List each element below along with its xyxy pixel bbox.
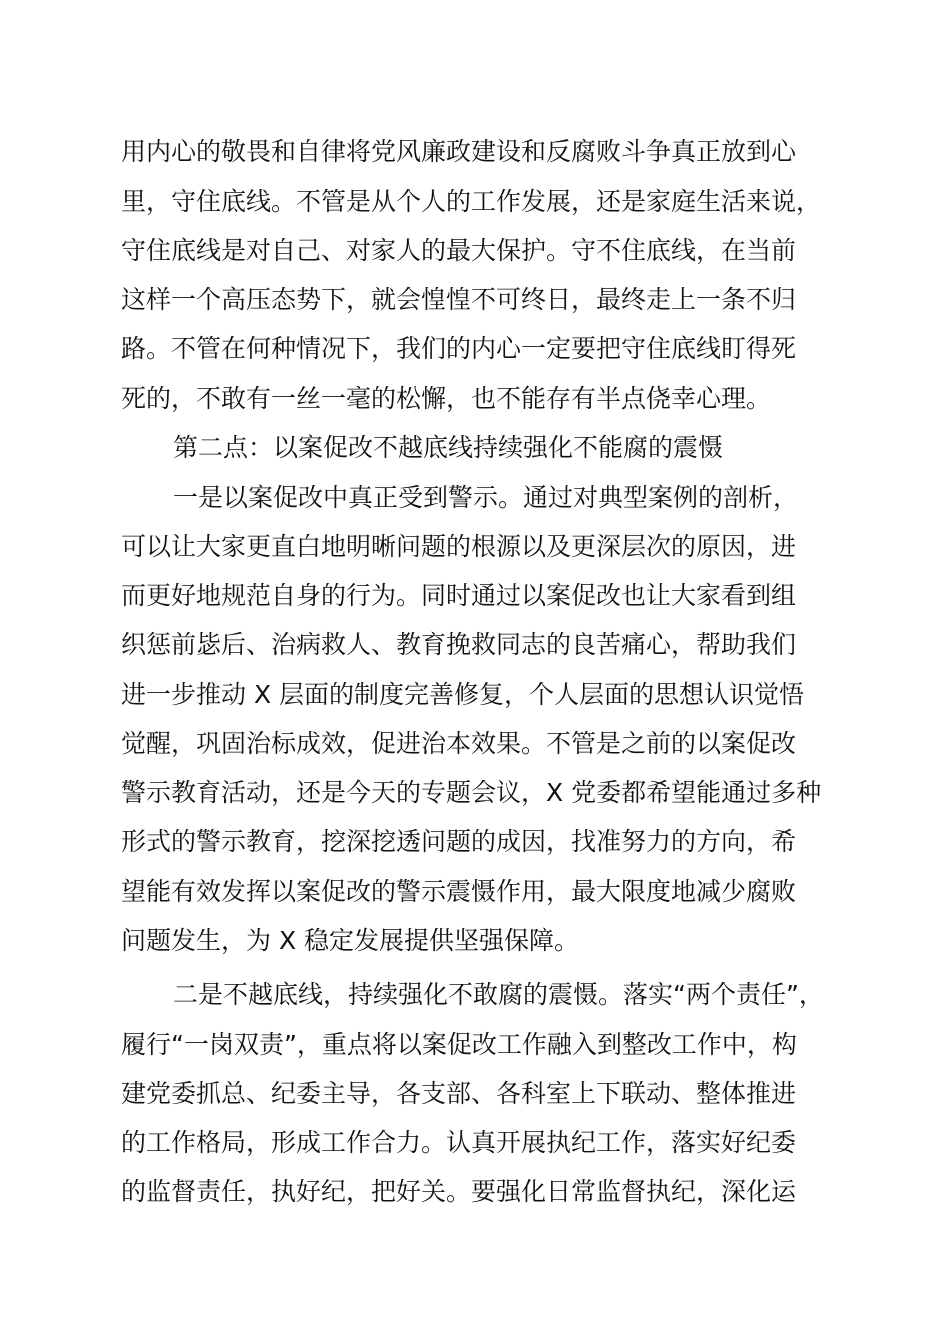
text-line: 用内心的敬畏和自律将党风廉政建设和反腐败斗争真正放到心 — [121, 137, 797, 166]
text-line: 形式的警示教育，挖深挖透问题的成因，找准努力的方向，希 — [121, 827, 797, 856]
text-line: 问题发生，为 X 稳定发展提供坚强保障。 — [121, 926, 580, 955]
text-line: 这样一个高压态势下，就会惶惶不可终日，最终走上一条不归 — [121, 285, 797, 314]
text-line: 路。不管在何种情况下，我们的内心一定要把守住底线盯得死 — [121, 334, 797, 363]
text-line: 的工作格局，形成工作合力。认真开展执纪工作，落实好纪委 — [121, 1128, 797, 1157]
text-line: 织惩前毖后、治病救人、教育挽救同志的良苦痛心，帮助我们 — [121, 630, 797, 659]
text-line: 建党委抓总、纪委主导，各支部、各科室上下联动、整体推进 — [121, 1079, 797, 1108]
text-line: 死的，不敢有一丝一毫的松懈，也不能存有半点侥幸心理。 — [121, 384, 772, 413]
text-line: 望能有效发挥以案促改的警示震慑作用，最大限度地减少腐败 — [121, 877, 797, 906]
text-line: 的监督责任，执好纪，把好关。要强化日常监督执纪，深化运 — [121, 1177, 797, 1206]
text-line: 可以让大家更直白地明晰问题的根源以及更深层次的原因，进 — [121, 532, 797, 561]
text-line: 二是不越底线，持续强化不敢腐的震慑。落实“两个责任”， — [173, 980, 824, 1009]
text-line: 而更好地规范自身的行为。同时通过以案促改也让大家看到组 — [121, 581, 797, 610]
text-line: 里，守住底线。不管是从个人的工作发展，还是家庭生活来说， — [121, 187, 822, 216]
text-line: 觉醒，巩固治标成效，促进治本效果。不管是之前的以案促改 — [121, 729, 797, 758]
section-heading: 第二点：以案促改不越底线持续强化不能腐的震慑 — [173, 433, 724, 462]
text-line: 一是以案促改中真正受到警示。通过对典型案例的剖析， — [173, 483, 799, 512]
text-line: 警示教育活动，还是今天的专题会议，X 党委都希望能通过多种 — [121, 778, 822, 807]
text-line: 履行“一岗双责”，重点将以案促改工作融入到整改工作中，构 — [121, 1030, 797, 1059]
text-line: 守住底线是对自己、对家人的最大保护。守不住底线，在当前 — [121, 236, 797, 265]
text-line: 进一步推动 X 层面的制度完善修复，个人层面的思想认识觉悟 — [121, 680, 805, 709]
